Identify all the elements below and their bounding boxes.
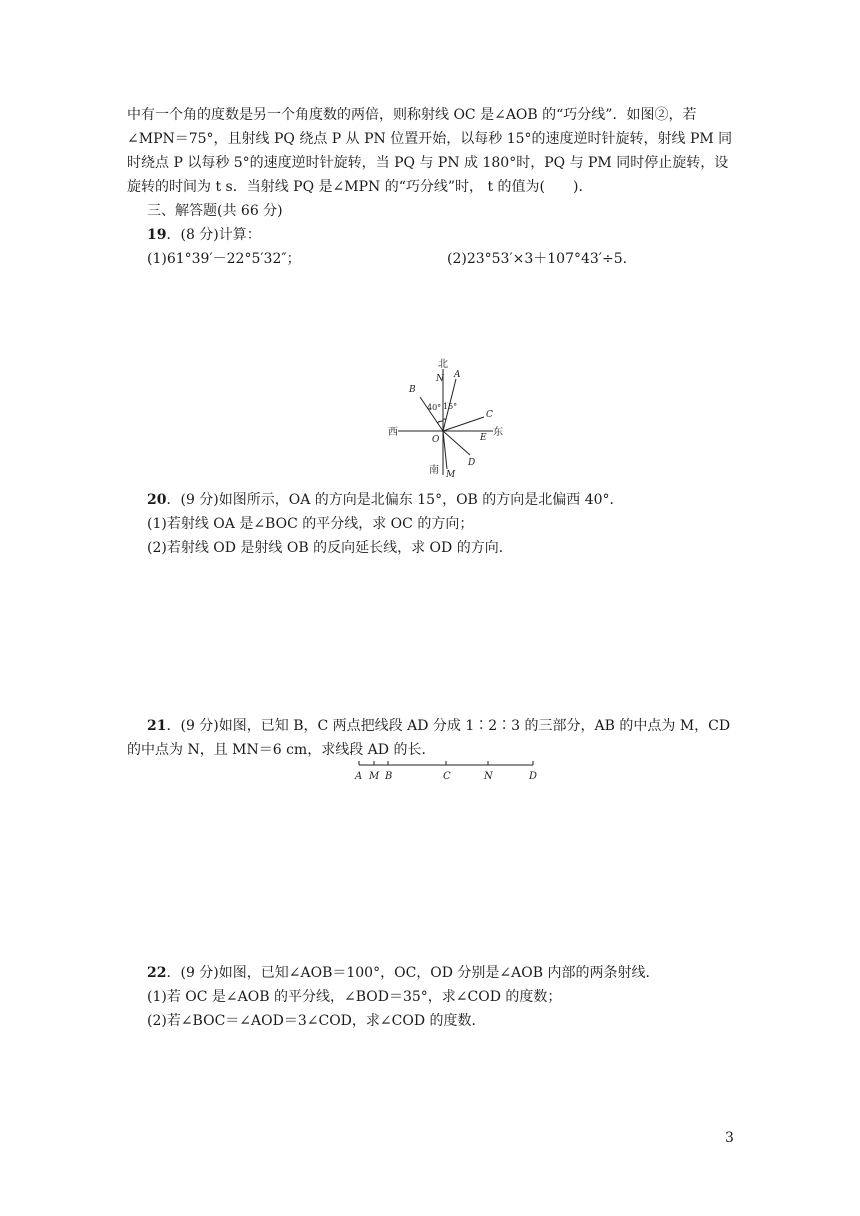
ray-oc [443,417,484,431]
label-o: O [432,435,440,445]
label-m: M [446,470,456,480]
question-19 [147,225,261,245]
segment-figure [350,758,550,784]
intro-line-3: 时绕点 P 以每秒 5°的速度逆时针旋转，当 PQ 与 PN 成 180°时，PQ 与 PM 同时停止旋转，设 [127,155,729,171]
question-20-part-1: (1)若射线 OA 是∠BOC 的平分线，求 OC 的方向； [147,516,474,532]
question-22-stem: ．(9 分)如图，已知∠AOB＝100°，OC，OD 分别是∠AOB 内部的两条射线． [166,965,660,981]
point-n-label: N [484,771,493,782]
question-21-line-1: ．(9 分)如图，已知 B，C 两点把线段 AD 分成 1∶2∶3 的三部分，AB 的中点为 M，CD [166,718,731,734]
question-22-part-1: (1)若 OC 是∠AOB 的平分线，∠BOD＝35°，求∠COD 的度数； [147,989,562,1005]
intro-line-4: 旋转的时间为 t s．当射线 PQ 是∠MPN 的“巧分线”时， t 的值为( )． [127,179,593,195]
label-north: 北 [438,359,448,370]
label-west: 西 [388,427,398,438]
ray-om [443,431,447,469]
question-21-number: 21 [147,718,167,734]
label-a: A [454,370,461,380]
point-b-label: B [385,771,393,782]
section-heading: 三、解答题(共 66 分) [147,203,283,219]
point-d-label: D [529,771,538,782]
label-east: 东 [493,427,503,438]
question-19-part-1: (1)61°39′－22°5′32″； [147,251,301,267]
intro-line-1: 中有一个角的度数是另一个角度数的两倍，则称射线 OC 是∠AOB 的“巧分线”．如图②，若 [127,107,697,123]
question-21-line-2: 的中点为 N，且 MN＝6 cm，求线段 AD 的长． [127,742,436,758]
question-19-parts [147,249,747,269]
label-angle-15: 15° [443,402,458,411]
question-19-part-2: (2)23°53′×3＋107°43′÷5. [447,251,628,267]
page-number: 3 [725,1130,734,1146]
angle-arc-40 [437,421,443,423]
point-m-label: M [369,771,380,782]
question-20-part-2: (2)若射线 OD 是射线 OB 的反向延长线，求 OD 的方向． [147,540,513,556]
question-20 [147,490,624,510]
label-c: C [486,410,493,420]
question-20-stem: ．(9 分)如图所示，OA 的方向是北偏东 15°，OB 的方向是北偏西 40°． [166,492,624,508]
label-b: B [409,385,416,395]
question-19-stem: ．(8 分)计算： [166,227,261,243]
point-a-label: A [355,771,363,782]
question-20-number: 20 [147,492,167,508]
question-22 [147,963,660,983]
point-c-label: C [443,771,451,782]
question-21 [147,716,730,736]
question-19-number: 19 [147,227,167,243]
question-22-part-2: (2)若∠BOC＝∠AOD＝3∠COD，求∠COD 的度数． [147,1013,486,1029]
label-d: D [468,458,476,468]
ray-od [443,431,470,455]
label-n: N [436,374,444,384]
compass-figure [380,355,510,485]
question-22-number: 22 [147,965,167,981]
intro-line-2: ∠MPN＝75°，且射线 PQ 绕点 P 从 PN 位置开始，以每秒 15°的速度逆时针旋转，射线 PM 同 [127,131,733,147]
label-e: E [480,433,487,443]
label-south: 南 [429,465,439,476]
label-angle-40: 40° [427,403,442,412]
